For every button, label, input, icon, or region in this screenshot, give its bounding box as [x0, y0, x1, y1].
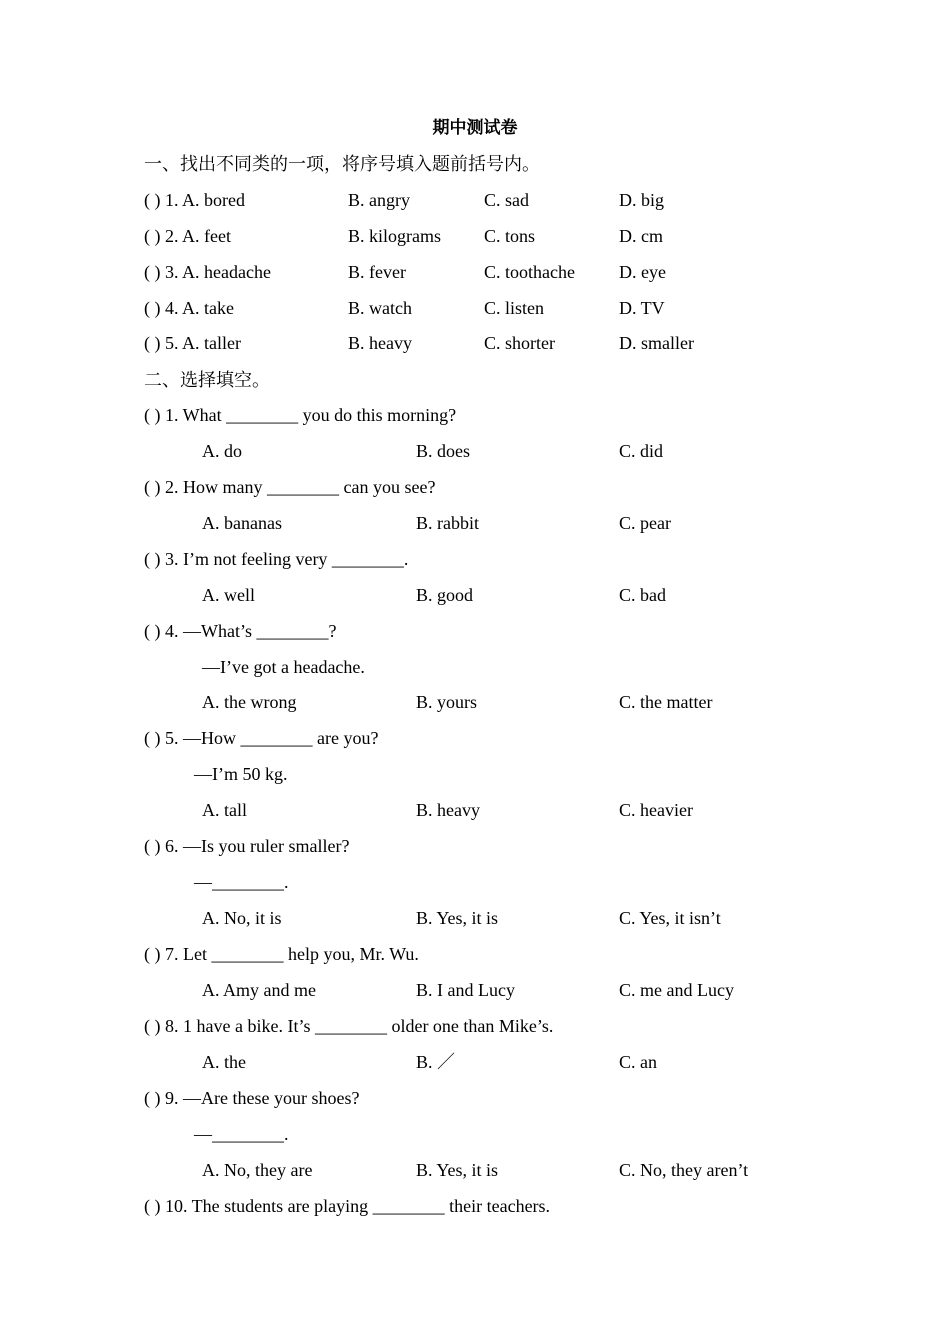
- question-7-stem: ( ) 7. Let ________ help you, Mr. Wu.: [144, 944, 419, 964]
- question-8-option-c: C. an: [619, 1052, 657, 1072]
- part1-row-3-number-option-a: ( ) 3. A. headache: [144, 262, 271, 282]
- question-4-reply: —I’ve got a headache.: [202, 657, 365, 677]
- part1-row-1-option-c: C. sad: [484, 190, 529, 210]
- part1-row-4-number-option-a: ( ) 4. A. take: [144, 298, 234, 318]
- question-8-option-a: A. the: [202, 1052, 246, 1072]
- question-5-stem: ( ) 5. —How ________ are you?: [144, 728, 379, 748]
- part1-row-2-option-d: D. cm: [619, 226, 663, 246]
- part1-row-4-option-c: C. listen: [484, 298, 545, 318]
- question-9-option-a: A. No, they are: [202, 1160, 313, 1180]
- part1-row-1-number-option-a: ( ) 1. A. bored: [144, 190, 245, 210]
- question-6-option-c: C. Yes, it isn’t: [619, 908, 721, 928]
- part1-row-4-option-d: D. TV: [619, 298, 665, 318]
- part1-row-3-option-b: B. fever: [348, 262, 406, 282]
- question-2-stem: ( ) 2. How many ________ can you see?: [144, 477, 436, 497]
- part1-row-2-option-c: C. tons: [484, 226, 536, 246]
- part1-row-5-option-b: B. heavy: [348, 333, 412, 353]
- question-1-option-c: C. did: [619, 441, 664, 461]
- question-5-option-b: B. heavy: [416, 800, 480, 820]
- part1-row-1-option-b: B. angry: [348, 190, 410, 210]
- question-6-reply: —________.: [194, 872, 289, 892]
- question-7-option-a: A. Amy and me: [202, 980, 316, 1000]
- part2-heading: 二、选择填空。: [144, 370, 270, 390]
- question-4-option-c: C. the matter: [619, 692, 713, 712]
- part1-row-5-option-d: D. smaller: [619, 333, 694, 353]
- question-8-stem: ( ) 8. 1 have a bike. It’s ________ older one than Mike’s.: [144, 1016, 554, 1036]
- question-5-reply: —I’m 50 kg.: [194, 764, 288, 784]
- question-2-option-c: C. pear: [619, 513, 671, 533]
- part1-row-4-option-b: B. watch: [348, 298, 412, 318]
- question-10-stem: ( ) 10. The students are playing ________ their teachers.: [144, 1196, 551, 1216]
- question-1-option-b: B. does: [416, 441, 470, 461]
- question-2-option-a: A. bananas: [202, 513, 282, 533]
- question-9-option-b: B. Yes, it is: [416, 1160, 499, 1180]
- question-3-option-a: A. well: [202, 585, 255, 605]
- question-1-option-a: A. do: [202, 441, 242, 461]
- question-1-stem: ( ) 1. What ________ you do this morning?: [144, 405, 457, 425]
- question-3-option-c: C. bad: [619, 585, 666, 605]
- question-5-option-a: A. tall: [202, 800, 247, 820]
- question-6-option-b: B. Yes, it is: [416, 908, 499, 928]
- question-8-option-b: B. ／: [416, 1052, 456, 1072]
- question-6-stem: ( ) 6. —Is you ruler smaller?: [144, 836, 350, 856]
- question-2-option-b: B. rabbit: [416, 513, 479, 533]
- question-7-option-c: C. me and Lucy: [619, 980, 734, 1000]
- question-4-option-a: A. the wrong: [202, 692, 297, 712]
- question-3-stem: ( ) 3. I’m not feeling very ________.: [144, 549, 409, 569]
- page-title: 期中测试卷: [432, 118, 518, 137]
- part1-row-5-number-option-a: ( ) 5. A. taller: [144, 333, 241, 353]
- question-9-option-c: C. No, they aren’t: [619, 1160, 749, 1180]
- part1-row-3-option-d: D. eye: [619, 262, 666, 282]
- question-9-stem: ( ) 9. —Are these your shoes?: [144, 1088, 360, 1108]
- question-5-option-c: C. heavier: [619, 800, 693, 820]
- question-6-option-a: A. No, it is: [202, 908, 282, 928]
- part1-row-2-number-option-a: ( ) 2. A. feet: [144, 226, 231, 246]
- part1-row-5-option-c: C. shorter: [484, 333, 555, 353]
- question-4-option-b: B. yours: [416, 692, 478, 712]
- question-4-stem: ( ) 4. —What’s ________?: [144, 621, 337, 641]
- question-3-option-b: B. good: [416, 585, 474, 605]
- part1-row-1-option-d: D. big: [619, 190, 664, 210]
- question-7-option-b: B. I and Lucy: [416, 980, 515, 1000]
- part1-row-2-option-b: B. kilograms: [348, 226, 441, 246]
- part1-heading: 一、找出不同类的一项，将序号填入题前括号内。: [144, 154, 540, 174]
- part1-row-3-option-c: C. toothache: [484, 262, 575, 282]
- question-9-reply: —________.: [194, 1124, 289, 1144]
